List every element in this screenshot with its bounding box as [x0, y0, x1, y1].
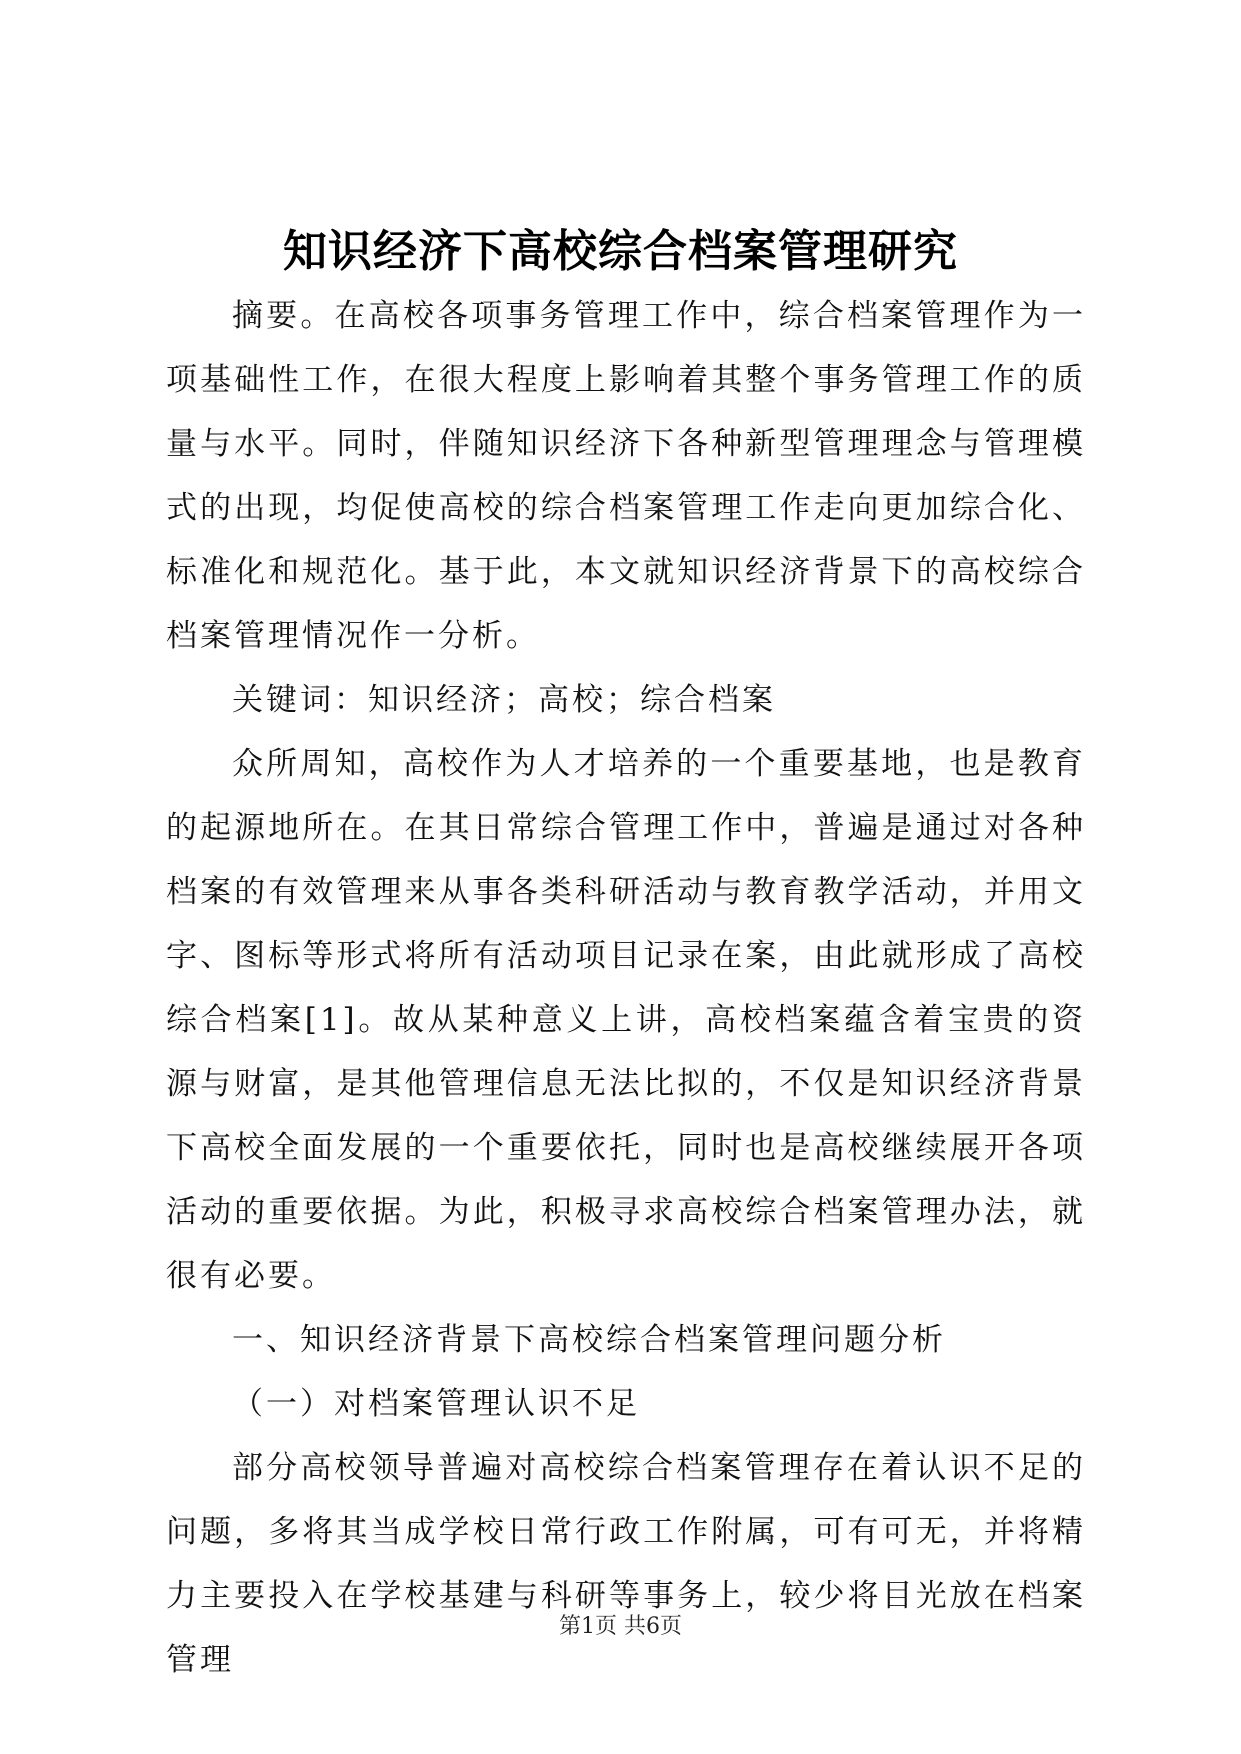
- intro-paragraph: 众所周知，高校作为人才培养的一个重要基地，也是教育的起源地所在。在其日常综合管理工作中，普遍是通过对各种档案的有效管理来从事各类科研活动与教育教学活动，并用文字、图标等形式将所有活动项目记录在案，由此就形成了高校综合档案[1]。故从某种意义上讲，高校档案蕴含着宝贵的资源与财富，是其他管理信息无法比拟的，不仅是知识经济背景下高校全面发展的一个重要依托，同时也是高校继续展开各项活动的重要依据。为此，积极寻求高校综合档案管理办法，就很有必要。: [166, 746, 1086, 1294]
- section-heading: 一、知识经济背景下高校综合档案管理问题分析: [232, 1322, 946, 1358]
- document-body: [166, 284, 1086, 1692]
- page-number-footer: 第1页 共6页: [559, 1614, 682, 1639]
- subsection-heading: （一）对档案管理认识不足: [232, 1386, 640, 1422]
- body-paragraph: 部分高校领导普遍对高校综合档案管理存在着认识不足的问题，多将其当成学校日常行政工作附属，可有可无，并将精力主要投入在学校基建与科研等事务上，较少将目光放在档案管理: [166, 1450, 1086, 1678]
- document-title: 知识经济下高校综合档案管理研究: [283, 226, 958, 277]
- abstract-paragraph: 摘要。在高校各项事务管理工作中，综合档案管理作为一项基础性工作，在很大程度上影响着其整个事务管理工作的质量与水平。同时，伴随知识经济下各种新型管理理念与管理模式的出现，均促使高校的综合档案管理工作走向更加综合化、标准化和规范化。基于此，本文就知识经济背景下的高校综合档案管理情况作一分析。: [166, 298, 1086, 654]
- keywords-paragraph: 关键词：知识经济；高校；综合档案: [232, 682, 776, 718]
